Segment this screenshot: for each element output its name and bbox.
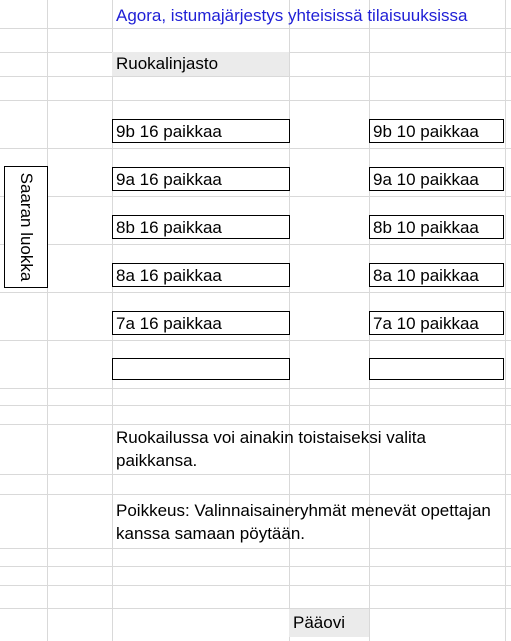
gridline [0,424,511,425]
table-right-empty[interactable] [369,358,504,380]
note-seating[interactable]: Ruokailussa voi ainakin toistaiseksi valita paikkansa. [116,428,426,470]
table-left-7a[interactable]: 7a 16 paikkaa [112,311,290,335]
table-right-8a[interactable]: 8a 10 paikkaa [369,263,504,287]
table-right-7a[interactable]: 7a 10 paikkaa [369,311,504,335]
gridline [0,100,511,101]
gridline [0,196,511,197]
table-left-9a[interactable]: 9a 16 paikkaa [112,167,290,191]
gridline [0,76,511,77]
gridline [0,388,511,389]
gridline [0,405,511,406]
gridline [0,585,511,586]
table-left-9b[interactable]: 9b 16 paikkaa [112,119,290,143]
saara-class-box[interactable] [4,166,48,288]
table-left-8a[interactable]: 8a 16 paikkaa [112,263,290,287]
note-exception[interactable]: Poikkeus: Valinnaisaineryhmät menevät opettajan kanssa samaan pöytään. [116,501,491,543]
gridline [0,148,511,149]
table-right-9b[interactable]: 9b 10 paikkaa [369,119,504,143]
gridline [0,292,511,293]
gridline [0,494,511,495]
main-door-label[interactable]: Pääovi [289,609,369,637]
gridline [0,548,511,549]
sheet-title[interactable]: Agora, istumajärjestys yhteisissä tilaisuuksissa [116,6,468,25]
gridline [0,340,511,341]
gridline [47,0,48,641]
table-right-8b[interactable]: 8b 10 paikkaa [369,215,504,239]
table-right-9a[interactable]: 9a 10 paikkaa [369,167,504,191]
saara-class-label: Saaran luokka [17,172,36,282]
food-line-label[interactable]: Ruokalinjasto [112,52,289,76]
table-left-empty[interactable] [112,358,290,380]
gridline [0,608,511,609]
gridline [0,28,511,29]
table-left-8b[interactable]: 8b 16 paikkaa [112,215,290,239]
gridline [0,244,511,245]
gridline [0,474,511,475]
gridline [0,566,511,567]
